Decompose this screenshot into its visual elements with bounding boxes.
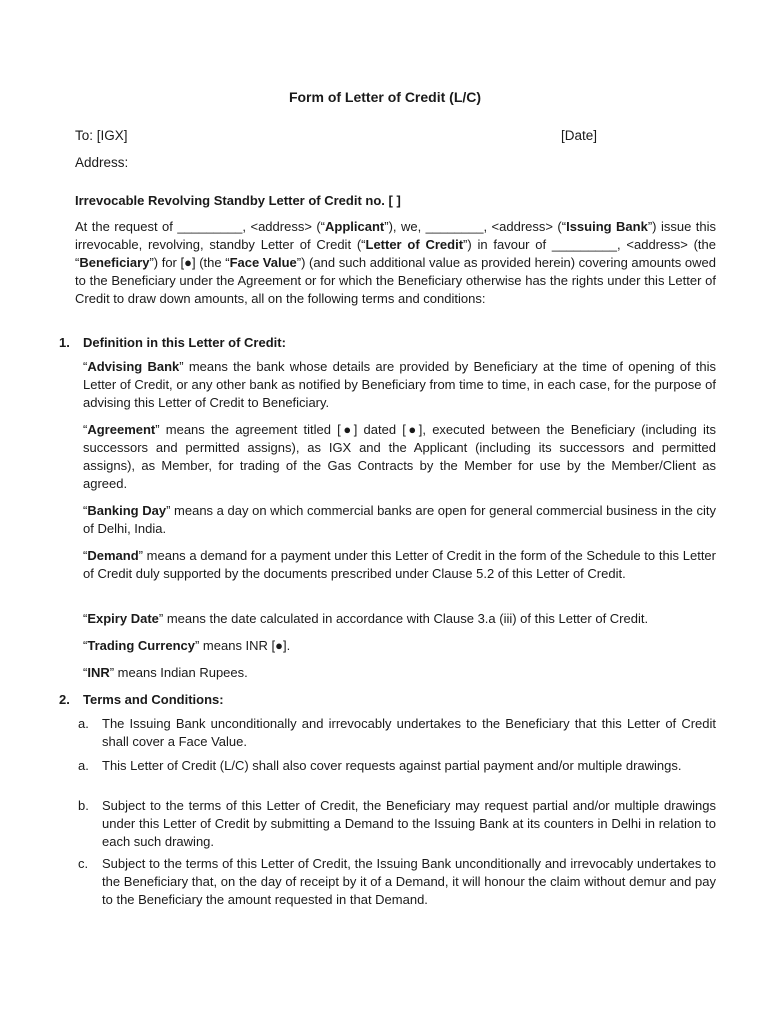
section-2-heading	[59, 692, 224, 707]
date-field: [Date]	[560, 128, 597, 143]
section-title: Definition in this Letter of Credit:	[83, 335, 286, 350]
section-1-heading	[59, 335, 286, 350]
clause-item	[78, 855, 716, 909]
section-title: Terms and Conditions:	[83, 692, 224, 707]
clause-letter: a.	[78, 716, 89, 731]
definition-item: “Advising Bank” means the bank whose details are provided by Beneficiary at the time of opening of this Letter of Credit, or any other bank as notified by Beneficiary from time to time, in each case, for the purpose of advising this Letter of Credit to Beneficiary.	[83, 359, 717, 410]
page-title: Form of Letter of Credit (L/C)	[288, 89, 482, 105]
recipient-line	[75, 128, 597, 143]
clause-letter: c.	[78, 856, 89, 871]
term-applicant: Applicant	[325, 219, 385, 234]
clause-text: Subject to the terms of this Letter of Credit, the Issuing Bank unconditionally and irrevocably undertakes to the Beneficiary that, on the day of receipt by it of a Demand, it will honour the claim without demur and pay to the Beneficiary the amount requested in that Demand.	[102, 856, 716, 907]
section-number: 2.	[59, 692, 70, 707]
definition-item: “Agreement” means the agreement titled [●] dated [●], executed between the Beneficiary (including its successors and permitted assigns), as IGX and the Applicant (including its successors and permitted assigns), as Member, for trading of the Gas Contracts by the Member for use by the Member/Client as agreed.	[83, 422, 716, 491]
clause-item	[78, 757, 716, 775]
term-issuing-bank: Issuing Bank	[566, 219, 648, 234]
clause-text: Subject to the terms of this Letter of Credit, the Beneficiary may request partial and/or multiple drawings under this Letter of Credit by submitting a Demand to the Issuing Bank at its counters in Delhi in relation to each such drawing.	[102, 798, 716, 849]
address-label: Address:	[75, 155, 129, 170]
term-letter-of-credit: Letter of Credit	[365, 236, 464, 252]
section-number: 1.	[59, 335, 70, 350]
clause-item	[78, 715, 716, 751]
intro-paragraph: At the request of _________, <address> (“Applicant”), we, ________, <address> (“Issuing Bank”) issue this irrevocable, revolving, standby Letter of Credit (“Letter of Credit”) in favour of _________, <address> (the “Beneficiary”) for [●] (the “Face Value”) (and such additional value as provided herein) covering amounts owed to the Beneficiary under the Agreement or for which the Beneficiary otherwise has the rights under this Letter of Credit to draw down amounts, all on the following terms and conditions:	[75, 219, 717, 306]
clause-text: This Letter of Credit (L/C) shall also cover requests against partial payment and/or multiple drawings.	[102, 758, 682, 773]
definition-item: “Banking Day” means a day on which commercial banks are open for general commercial business in the city of Delhi, India.	[83, 503, 716, 536]
clause-item	[78, 797, 716, 851]
clause-text: The Issuing Bank unconditionally and irrevocably undertakes to the Beneficiary that this Letter of Credit shall cover a Face Value.	[102, 716, 716, 749]
term-beneficiary: Beneficiary	[79, 254, 150, 270]
lc-number-heading: Irrevocable Revolving Standby Letter of Credit no. [ ]	[75, 193, 401, 208]
definition-item: “Expiry Date” means the date calculated in accordance with Clause 3.a (iii) of this Letter of Credit.	[83, 611, 649, 626]
clause-letter: b.	[78, 798, 89, 813]
clause-letter: a.	[78, 758, 89, 773]
term-face-value: Face Value	[229, 254, 297, 270]
definition-item: “Demand” means a demand for a payment under this Letter of Credit in the form of the Schedule to this Letter of Credit duly supported by the documents prescribed under Clause 5.2 of this Letter of Credit.	[83, 548, 716, 581]
definition-item: “Trading Currency” means INR [●].	[83, 638, 291, 653]
definition-item: “INR” means Indian Rupees.	[83, 665, 248, 680]
recipient: To: [IGX]	[75, 128, 128, 143]
